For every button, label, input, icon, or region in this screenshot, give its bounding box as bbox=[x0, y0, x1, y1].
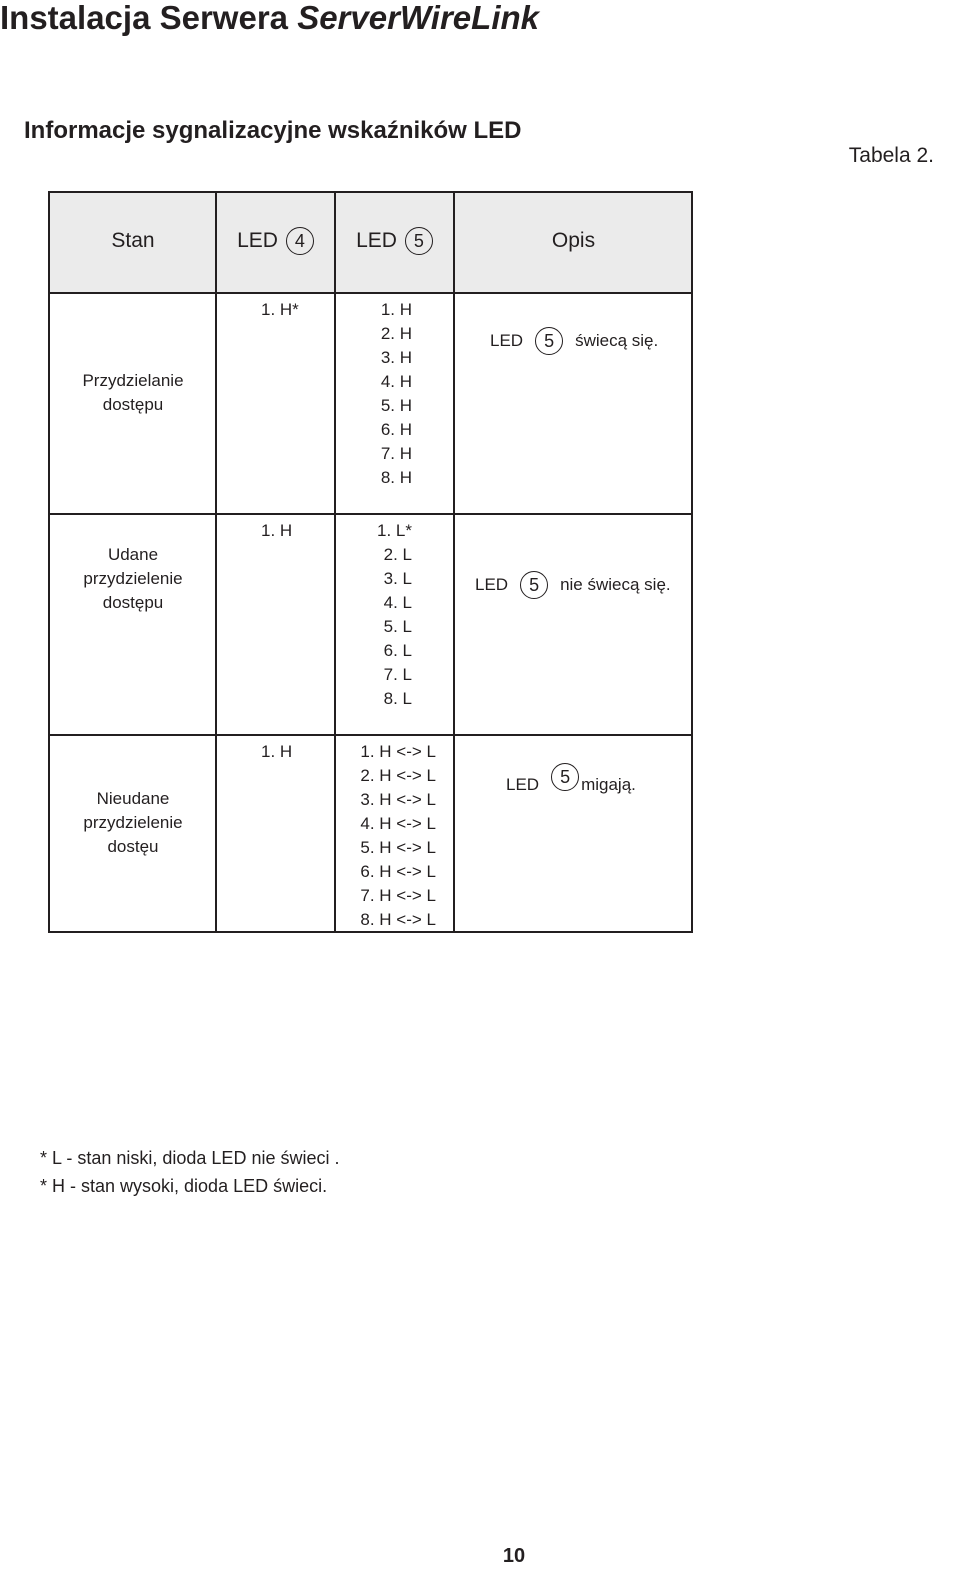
row3-led5-item: 6. H <-> L bbox=[360, 862, 436, 881]
footnotes bbox=[40, 1144, 339, 1200]
row2-state bbox=[50, 543, 216, 615]
row2-led5-item: 3. L bbox=[383, 569, 412, 588]
row1-desc-text: świecą się. bbox=[575, 331, 659, 350]
table-label: Tabela 2. bbox=[848, 144, 934, 167]
row-divider bbox=[50, 292, 691, 294]
row1-led5-item: 5. H bbox=[380, 396, 412, 415]
title-brand: ServerWireLink bbox=[297, 0, 539, 36]
row1-led5-item: 1. H bbox=[380, 300, 412, 319]
led-5-circle-icon: 5 bbox=[520, 571, 548, 599]
column-divider bbox=[334, 193, 336, 931]
row3-led5-item: 1. H <-> L bbox=[360, 742, 436, 761]
row3-state-text: Nieudane przydzielenie dostęu bbox=[83, 789, 183, 856]
led-5-circle-icon: 5 bbox=[535, 327, 563, 355]
row3-led5-list bbox=[356, 740, 436, 932]
row2-led5-item: 8. L bbox=[383, 689, 412, 708]
led-5-circle-icon: 5 bbox=[405, 227, 433, 255]
row2-led5-item: 6. L bbox=[383, 641, 412, 660]
row1-led5-list bbox=[372, 298, 412, 490]
row2-led5-item: 1. L* bbox=[377, 521, 412, 540]
row3-led5-item: 4. H <-> L bbox=[360, 814, 436, 833]
led-4-circle-icon: 4 bbox=[286, 227, 314, 255]
row1-led5-item: 6. H bbox=[380, 420, 412, 439]
row2-state-text: Udane przydzielenie dostępu bbox=[83, 545, 183, 612]
header-description: Opis bbox=[551, 229, 596, 252]
row1-led5-item: 4. H bbox=[380, 372, 412, 391]
header-led4-label: LED bbox=[237, 229, 278, 252]
row-divider bbox=[50, 734, 691, 736]
title-main: Instalacja Serwera bbox=[0, 0, 298, 36]
row3-desc-text: migają. bbox=[581, 775, 636, 794]
row3-led5-item: 8. H <-> L bbox=[360, 910, 436, 929]
section-subtitle: Informacje sygnalizacyjne wskaźników LED bbox=[24, 117, 522, 144]
header-state: Stan bbox=[111, 229, 155, 252]
row1-led4-item: 1. H* bbox=[261, 300, 299, 319]
row2-led5-item: 4. L bbox=[383, 593, 412, 612]
page-number: 10 bbox=[502, 1545, 526, 1567]
row2-desc-text: nie świecą się. bbox=[560, 575, 671, 594]
header-led5 bbox=[335, 217, 454, 265]
row3-desc-led: LED bbox=[506, 775, 540, 794]
row1-state bbox=[50, 369, 216, 417]
header-led4 bbox=[216, 217, 335, 265]
row3-led5-item: 3. H <-> L bbox=[360, 790, 436, 809]
row3-led5-item: 5. H <-> L bbox=[360, 838, 436, 857]
row2-description bbox=[475, 571, 671, 599]
row2-led5-item: 7. L bbox=[383, 665, 412, 684]
row1-led5-item: 2. H bbox=[380, 324, 412, 343]
page-title bbox=[0, 0, 539, 36]
footnote-high-state: * H - stan wysoki, dioda LED świeci. bbox=[40, 1176, 328, 1196]
row2-led5-list bbox=[372, 519, 412, 711]
row2-led4-list bbox=[261, 519, 292, 543]
header-led5-label: LED bbox=[356, 229, 397, 252]
row1-led5-item: 8. H bbox=[380, 468, 412, 487]
row3-led5-item: 2. H <-> L bbox=[360, 766, 436, 785]
row2-led5-item: 2. L bbox=[383, 545, 412, 564]
row1-state-text: Przydzielanie dostępu bbox=[82, 371, 184, 414]
led-5-circle-icon: 5 bbox=[551, 763, 579, 791]
row2-led4-item: 1. H bbox=[261, 521, 293, 540]
row3-led4-list bbox=[261, 740, 292, 764]
row3-led5-item: 7. H <-> L bbox=[360, 886, 436, 905]
column-divider bbox=[453, 193, 455, 931]
row1-led5-item: 3. H bbox=[380, 348, 412, 367]
row-divider bbox=[50, 513, 691, 515]
row1-led4-list bbox=[261, 298, 299, 322]
row1-description bbox=[490, 327, 658, 355]
footnote-low-state: * L - stan niski, dioda LED nie świeci . bbox=[40, 1148, 340, 1168]
row1-led5-item: 7. H bbox=[380, 444, 412, 463]
row2-desc-led: LED bbox=[475, 575, 509, 594]
row3-description bbox=[506, 767, 636, 799]
row1-desc-led: LED bbox=[490, 331, 524, 350]
row3-led4-item: 1. H bbox=[261, 742, 293, 761]
row3-state bbox=[50, 787, 216, 859]
row2-led5-item: 5. L bbox=[383, 617, 412, 636]
led-signal-table bbox=[48, 191, 693, 933]
